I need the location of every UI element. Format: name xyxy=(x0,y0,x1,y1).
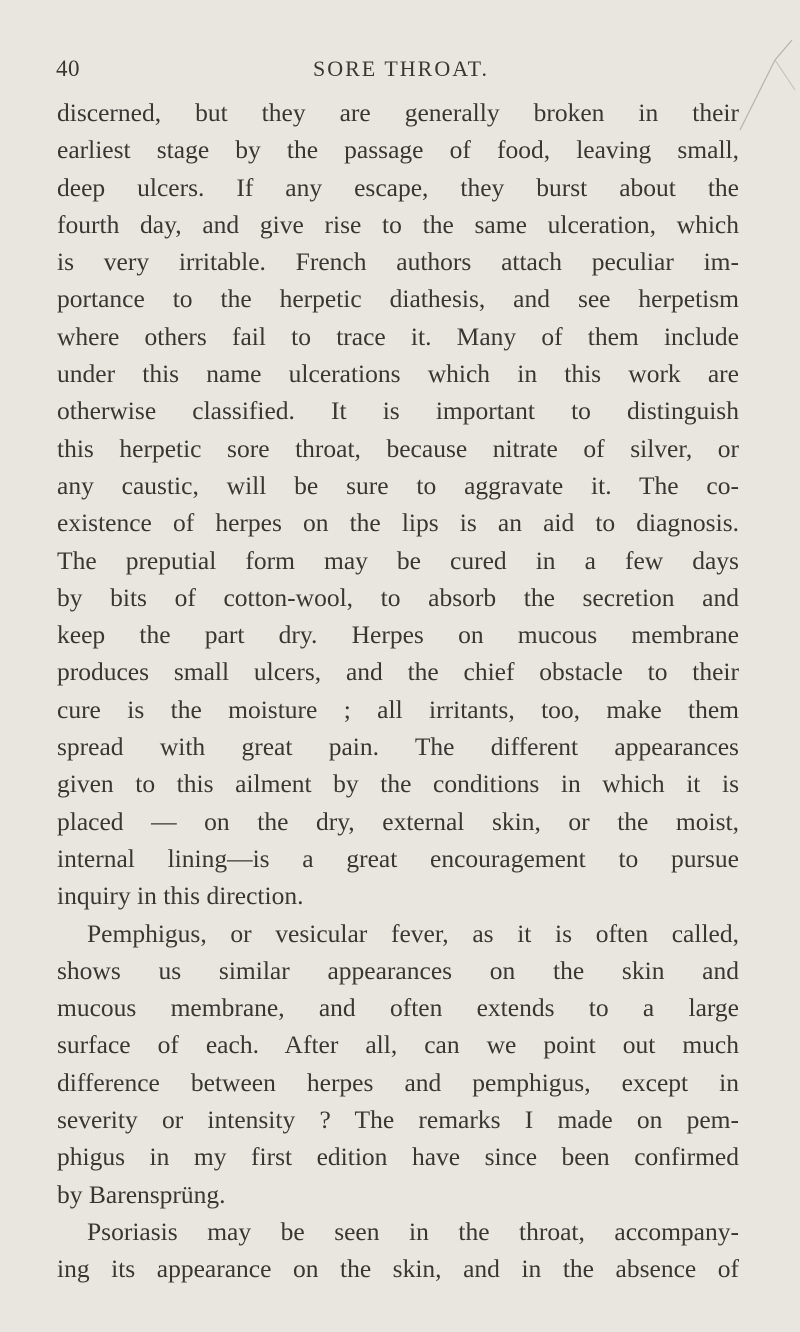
paragraph-start-line: Psoriasis may be seen in the throat, accompany- xyxy=(87,1216,739,1246)
running-title: SORE THROAT. xyxy=(313,56,489,81)
text-line: otherwise classified. It is important to distinguish xyxy=(57,396,739,426)
text-line: severity or intensity ? The remarks I made on pem- xyxy=(57,1105,739,1135)
text-line: is very irritable. French authors attach peculiar im- xyxy=(57,247,739,277)
text-line: where others fail to trace it. Many of them include xyxy=(57,321,739,351)
text-line: surface of each. After all, can we point out much xyxy=(57,1030,739,1060)
text-line: ing its appearance on the skin, and in the absence of xyxy=(57,1254,739,1284)
text-line: any caustic, will be sure to aggravate it. The co- xyxy=(57,470,739,500)
text-line: portance to the herpetic diathesis, and see herpetism xyxy=(57,284,739,314)
text-line: this herpetic sore throat, because nitrate of silver, or xyxy=(57,433,739,463)
text-line: cure is the moisture ; all irritants, too, make them xyxy=(57,694,739,724)
running-head xyxy=(56,56,716,86)
text-line: phigus in my first edition have since been confirmed xyxy=(57,1142,739,1172)
text-line: placed — on the dry, external skin, or the moist, xyxy=(57,806,739,836)
text-line: under this name ulcerations which in this work are xyxy=(57,359,739,389)
paragraph-end-line: inquiry in this direction. xyxy=(57,881,304,911)
text-line: spread with great pain. The different appearances xyxy=(57,732,739,762)
text-line: by bits of cotton-wool, to absorb the secretion and xyxy=(57,582,739,612)
text-line: deep ulcers. If any escape, they burst about the xyxy=(57,172,739,202)
text-line: existence of herpes on the lips is an aid to diagnosis. xyxy=(57,508,739,538)
text-line: given to this ailment by the conditions in which it is xyxy=(57,769,739,799)
paragraph-start-line: Pemphigus, or vesicular fever, as it is often called, xyxy=(87,918,739,948)
paragraph-end-line: by Barensprüng. xyxy=(57,1179,226,1209)
text-line: produces small ulcers, and the chief obstacle to their xyxy=(57,657,739,687)
text-line: discerned, but they are generally broken in their xyxy=(57,98,739,127)
body-text xyxy=(57,94,739,1288)
text-line: The preputial form may be cured in a few days xyxy=(57,545,739,575)
text-line: earliest stage by the passage of food, leaving small, xyxy=(57,135,739,165)
text-line: mucous membrane, and often extends to a large xyxy=(57,993,739,1023)
text-line: keep the part dry. Herpes on mucous membrane xyxy=(57,620,739,650)
text-line: internal lining—is a great encouragement to pursue xyxy=(57,843,739,873)
text-line: difference between herpes and pemphigus, except in xyxy=(57,1067,739,1097)
page-number: 40 xyxy=(56,56,80,81)
text-line: fourth day, and give rise to the same ulceration, which xyxy=(57,209,739,239)
text-line: shows us similar appearances on the skin and xyxy=(57,955,739,985)
